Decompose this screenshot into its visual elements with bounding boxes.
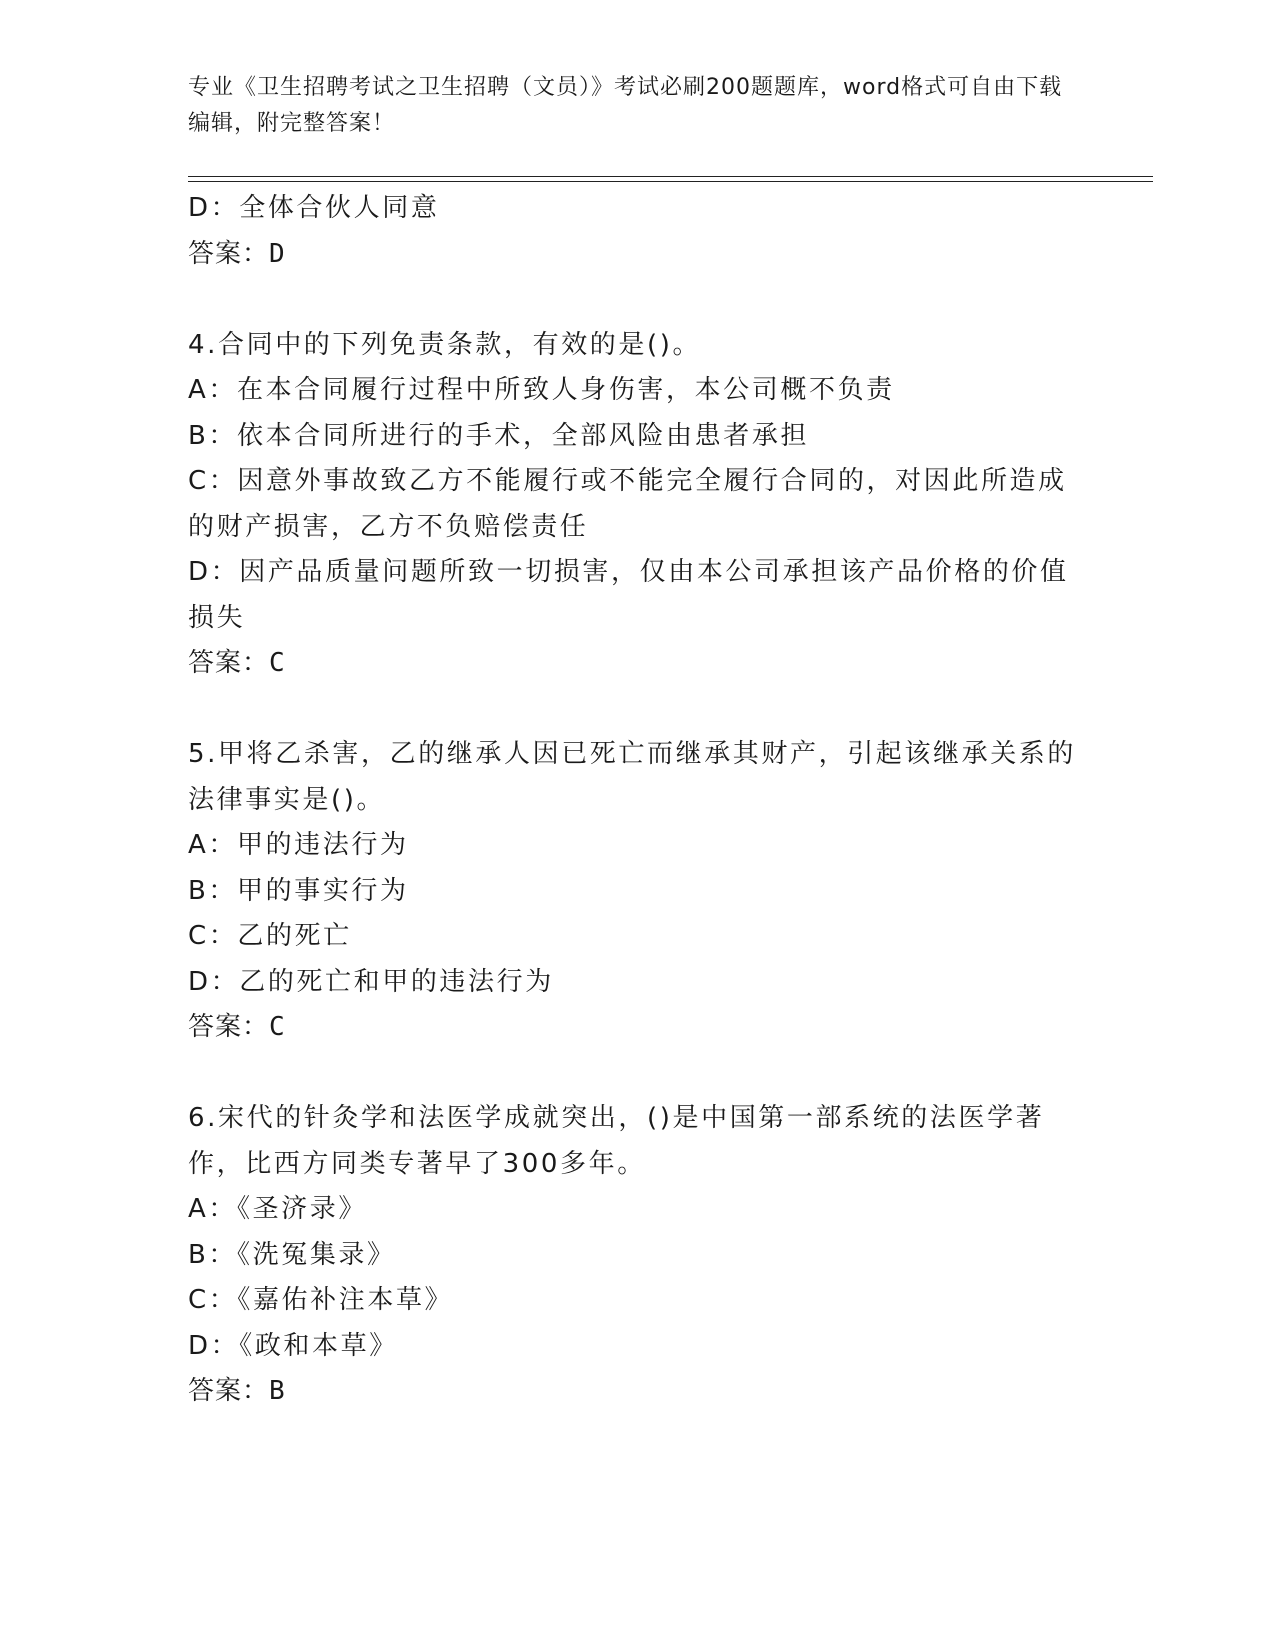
question-6 [188,1096,1088,1415]
option-c: C：因意外事故致乙方不能履行或不能完全履行合同的，对因此所造成的财产损害，乙方不负赔偿责任 [188,466,1067,542]
spacer [188,277,1088,323]
option-c: C：乙的死亡 [188,921,352,951]
header-divider-bottom [188,181,1153,182]
question-content [188,186,1088,1415]
question-stem: 5.甲将乙杀害，乙的继承人因已死亡而继承其财产，引起该继承关系的法律事实是()。 [188,739,1077,815]
question-stem: 6.宋代的针灸学和法医学成就突出，()是中国第一部系统的法医学著作，比西方同类专著早了300多年。 [188,1103,1045,1179]
option-a: A：在本合同履行过程中所致人身伤害，本公司概不负责 [188,375,895,405]
spacer [188,687,1088,733]
question-stem: 4.合同中的下列免责条款，有效的是()。 [188,329,702,360]
option-d: D：《政和本草》 [188,1330,398,1361]
option-b: B：依本合同所进行的手术，全部风险由患者承担 [188,420,810,451]
option-a: A：甲的违法行为 [188,830,409,860]
option-a: A：《圣济录》 [188,1194,367,1224]
option-b: B：甲的事实行为 [188,875,409,906]
spacer [188,1051,1088,1097]
option-b: B：《洗冤集录》 [188,1239,396,1270]
option-d: D：因产品质量问题所致一切损害，仅由本公司承担该产品价格的价值损失 [188,557,1069,633]
prev-option-d: D：全体合伙人同意 [188,193,440,223]
prev-answer: 答案：D [188,238,286,269]
answer: 答案：C [188,648,286,678]
option-c: C：《嘉佑补注本草》 [188,1285,454,1315]
question-5 [188,732,1088,1051]
answer: 答案：B [188,1376,286,1406]
header-divider-top [188,176,1153,177]
document-header: 专业《卫生招聘考试之卫生招聘（文员）》考试必刷200题题库，word格式可自由下载编辑，附完整答案！ [188,75,1063,136]
question-4 [188,323,1088,687]
option-d: D：乙的死亡和甲的违法行为 [188,966,554,997]
answer: 答案：C [188,1012,286,1042]
